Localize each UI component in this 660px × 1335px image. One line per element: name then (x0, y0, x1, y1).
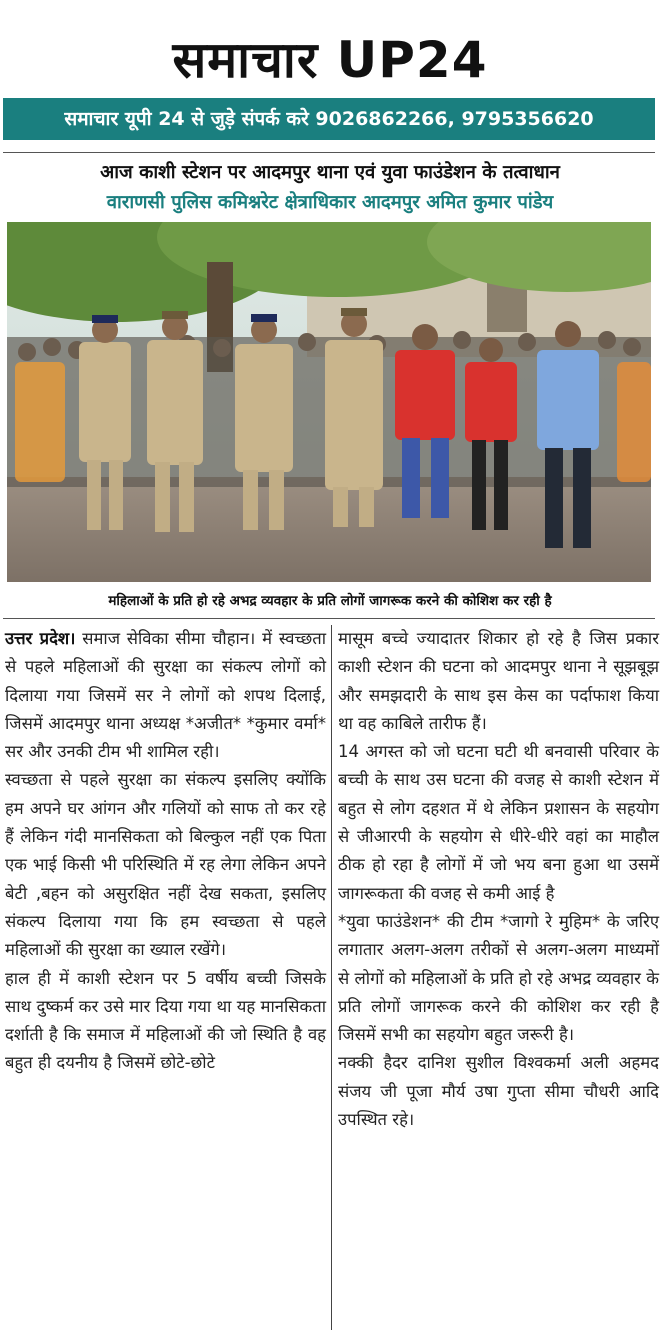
group-photo-illustration (7, 222, 651, 582)
article-paragraph: स्वच्छता से पहले सुरक्षा का संकल्प इसलिए क्योंकि हम अपने घर आंगन और गलियों को साफ तो कर रहे हैं लेकिन गंदी मानसिकता को बिल्कुल नहीं एक पिता एक भाई किसी भी परिस्थिति में रह लेगा लेकिन अपने बेटी ,बहन को असुरक्षित नहीं देख सकता, इसलिए संकल्प दिलाया गया कि हम स्वच्छता से पहले महिलाओं की सुरक्षा का ख्याल रखेंगे। (5, 770, 326, 960)
headline-line-2: वाराणसी पुलिस कमिश्नरेट क्षेत्राधिकार आदमपुर अमित कुमार पांडेय (106, 192, 554, 213)
article-column-right (338, 625, 659, 1134)
masthead (0, 0, 660, 98)
article-paragraph: हाल ही में काशी स्टेशन पर 5 वर्षीय बच्ची जिसके साथ दुष्कर्म कर उसे मार दिया गया था यह मानसिकता दर्शाती है कि समाज में महिलाओं की जो स्थिति है वह बहुत ही दयनीय है जिसमें छोटे-छोटे (5, 968, 326, 1073)
article-paragraph (5, 625, 326, 766)
photo-caption: महिलाओं के प्रति हो रहे अभद्र व्यवहार के प्रति लोगों जागरूक करने की कोशिश कर रही है (108, 593, 552, 609)
article-paragraph: मासूम बच्चे ज्यादातर शिकार हो रहे है जिस प्रकार काशी स्टेशन की घटना को आदमपुर थाना ने सूझबूझ और समझदारी के साथ इस केस का पर्दाफाश किया था वह काबिले तारीफ हैं। (338, 629, 659, 733)
masthead-title: समाचार UP24 (172, 31, 488, 89)
column-divider (331, 625, 332, 1330)
dateline: उत्तर प्रदेश। (5, 629, 76, 648)
divider (3, 152, 655, 153)
headline-line-1: आज काशी स्टेशन पर आदमपुर थाना एवं युवा फाउंडेशन के तत्वाधान (100, 162, 560, 183)
article-paragraph: *युवा फाउंडेशन* की टीम *जागो रे मुहिम* के जरिए लगातार अलग-अलग तरीकों से अलग-अलग माध्यमों से लोगों को महिलाओं के प्रति हो रहे अभद्र व्यवहार के प्रति लोगों जागरूक करने की कोशिश कर रही है जिसमें सभी का सहयोग बहुत जरूरी है। (338, 911, 659, 1045)
article-column-left (5, 625, 326, 1078)
contact-bar: समाचार यूपी 24 से जुड़े संपर्क करे 9026862266, 9795356620 (3, 98, 655, 140)
news-photo (7, 222, 651, 582)
divider (3, 618, 655, 619)
article-text: समाज सेविका सीमा चौहान। में स्वच्छता से पहले महिलाओं की सुरक्षा का संकल्प लोगों को दिलाया गया जिसमें सर ने लोगों को शपथ दिलाई, जिसमें आदमपुर थाना अध्यक्ष *अजीत* *कुमार वर्मा* सर और उनकी टीम भी शामिल रही। (5, 629, 326, 762)
article-paragraph: 14 अगस्त को जो घटना घटी थी बनवासी परिवार के बच्ची के साथ उस घटना की वजह से काशी स्टेशन में बहुत से लोग दहशत में थे लेकिन प्रशासन के सहयोग से जीआरपी के सहयोग से धीरे-धीरे वहां का माहौल ठीक हो रहा है लोगों में जो भय बना हुआ था उसमें जागरूकता की वजह से कमी आई है (338, 742, 659, 903)
article-paragraph: नक्की हैदर दानिश सुशील विश्वकर्मा अली अहमद संजय जी पूजा मौर्य उषा गुप्ता सीमा चौधरी आदि उपस्थित रहे। (338, 1053, 659, 1130)
